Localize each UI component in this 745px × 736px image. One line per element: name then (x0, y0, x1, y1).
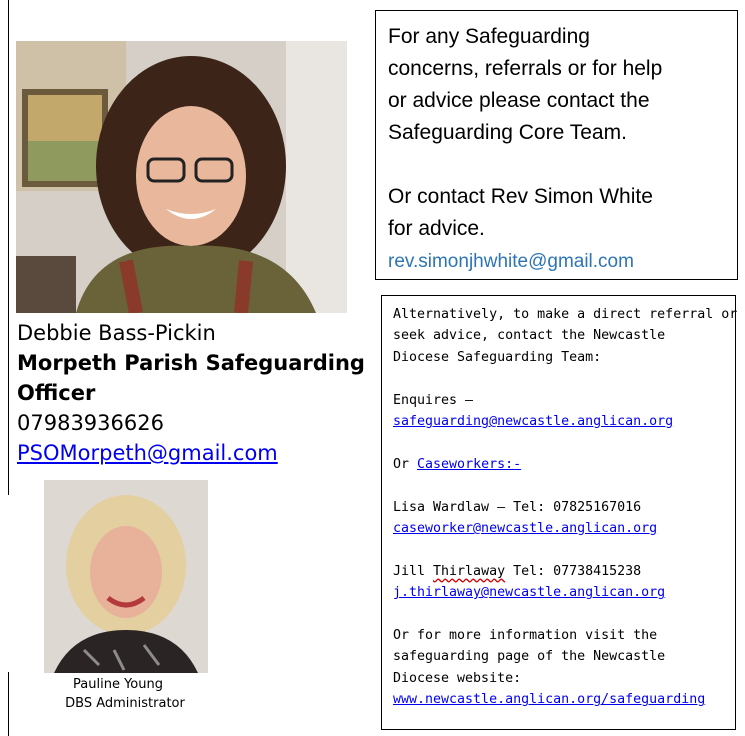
diocese-intro-line2: seek advice, contact the Newcastle (393, 328, 666, 344)
secondary-contact-name: Pauline Young (73, 677, 163, 692)
enquires-email-link[interactable]: safeguarding@newcastle.anglican.org (393, 414, 674, 430)
margin-line-bottom (8, 672, 9, 736)
role-title-line2: Officer (17, 381, 96, 405)
diocese-intro-line1: Alternatively, to make a direct referral or (393, 307, 738, 322)
margin-line-top (8, 0, 9, 495)
photo-pauline-young (44, 480, 208, 673)
diocese-safeguarding-team-box (381, 295, 736, 730)
jill-tel: Tel: 07738415238 (505, 563, 642, 579)
core-team-line3: or advice please contact the (388, 89, 650, 112)
jill-email-link[interactable]: j.thirlaway@newcastle.anglican.org (393, 585, 666, 601)
core-team-line2: concerns, referrals or for help (388, 57, 663, 80)
safeguarding-core-team-box (375, 10, 738, 280)
pso-email-link[interactable]: PSOMorpeth@gmail.com (17, 441, 278, 465)
jill-thirlaway-line (393, 561, 725, 582)
rev-contact-line2: for advice. (388, 217, 485, 240)
diocese-website-link[interactable]: www.newcastle.anglican.org/safeguarding (393, 692, 706, 708)
core-team-line4: Safeguarding Core Team. (388, 121, 627, 144)
more-info-line2: safeguarding page of the Newcastle (393, 649, 666, 665)
lisa-wardlaw-line: Lisa Wardlaw – Tel: 07825167016 (393, 499, 642, 515)
caseworkers-prefix: Or (393, 456, 418, 472)
role-title-line1: Morpeth Parish Safeguarding (17, 351, 365, 375)
photo-debbie-bass-pickin (16, 41, 347, 313)
caseworker-email-link[interactable]: caseworker@newcastle.anglican.org (393, 521, 658, 537)
caseworkers-line (393, 454, 725, 475)
jill-last-name: Thirlaway (433, 563, 506, 579)
core-team-line1: For any Safeguarding (388, 25, 590, 48)
caseworkers-link[interactable]: Caseworkers:- (417, 456, 522, 472)
rev-contact-line1: Or contact Rev Simon White (388, 185, 653, 208)
diocese-intro-line3: Diocese Safeguarding Team: (393, 349, 602, 365)
more-info-line1: Or for more information visit the (393, 628, 658, 644)
contact-name: Debbie Bass-Pickin (17, 321, 216, 345)
more-info-line3: Diocese website: (393, 670, 522, 686)
enquires-label: Enquires – (393, 392, 474, 408)
secondary-contact-role: DBS Administrator (65, 696, 185, 711)
rev-simon-email-link[interactable]: rev.simonjhwhite@gmail.com (388, 251, 634, 272)
jill-first-name: Jill (393, 563, 434, 579)
phone-number: 07983936626 (17, 411, 164, 435)
